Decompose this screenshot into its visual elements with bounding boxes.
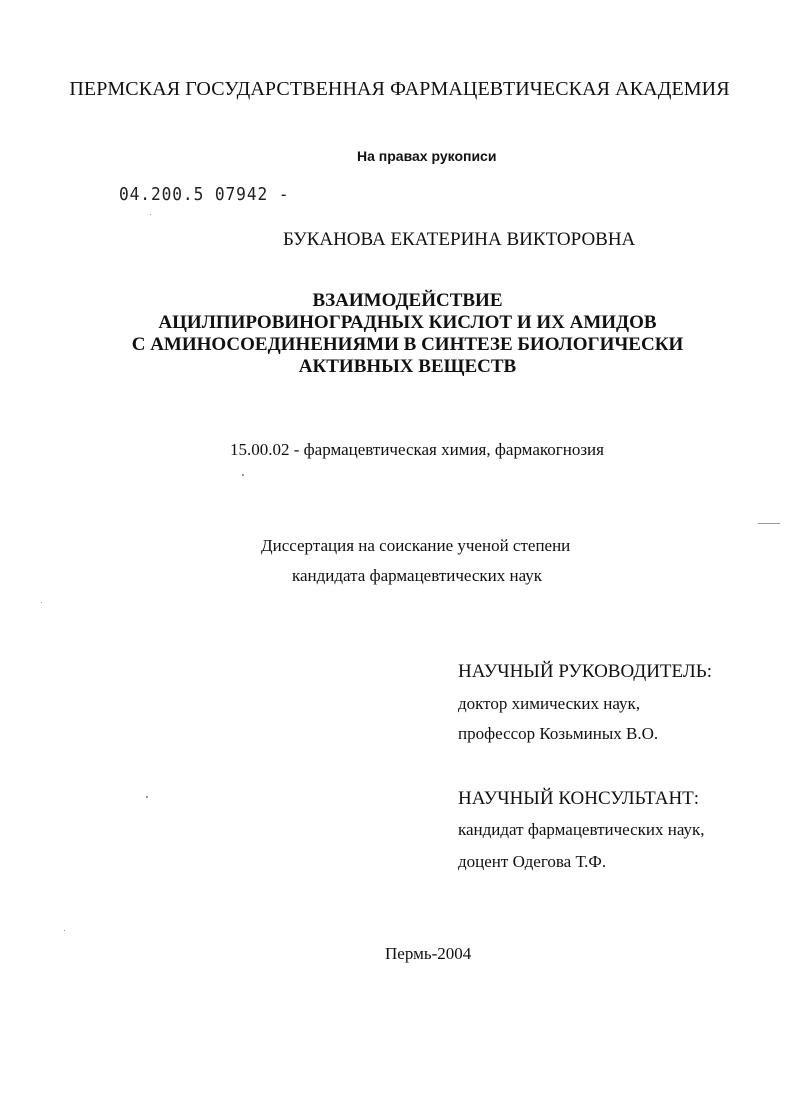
scan-speck	[150, 214, 151, 215]
degree-line-2: кандидата фармацевтических наук	[292, 566, 543, 585]
specialty-code: 15.00.02 - фармацевтическая химия, фармакогнозия	[230, 440, 604, 459]
scan-speck	[64, 930, 65, 931]
title-line-3: С АМИНОСОЕДИНЕНИЯМИ В СИНТЕЗЕ БИОЛОГИЧЕСКИ	[131, 334, 684, 355]
title-line-1: ВЗАИМОДЕЙСТВИЕ	[312, 290, 503, 311]
title-line-2: АЦИЛПИРОВИНОГРАДНЫХ КИСЛОТ И ИХ АМИДОВ	[158, 312, 657, 333]
consultant-heading: НАУЧНЫЙ КОНСУЛЬТАНТ:	[458, 788, 700, 809]
supervisor-degree: доктор химических наук,	[458, 694, 641, 713]
rights-note: На правах рукописи	[357, 148, 497, 164]
supervisor-name: профессор Козьминых В.О.	[458, 724, 659, 743]
archive-stamp: 04.200.5 07942 -	[119, 184, 290, 205]
degree-line-1: Диссертация на соискание ученой степени	[261, 536, 571, 555]
dissertation-title	[0, 290, 799, 378]
scan-speck	[146, 796, 148, 798]
scan-speck	[41, 602, 42, 603]
institution-name: ПЕРМСКАЯ ГОСУДАРСТВЕННАЯ ФАРМАЦЕВТИЧЕСКАЯ АКАДЕМИЯ	[69, 78, 730, 100]
author-name: БУКАНОВА ЕКАТЕРИНА ВИКТОРОВНА	[283, 229, 636, 250]
scan-mark	[758, 523, 780, 524]
scan-speck	[242, 474, 244, 476]
supervisor-heading: НАУЧНЫЙ РУКОВОДИТЕЛЬ:	[458, 661, 712, 682]
city-year: Пермь-2004	[385, 944, 472, 963]
consultant-degree: кандидат фармацевтических наук,	[458, 820, 705, 839]
title-line-4: АКТИВНЫХ ВЕЩЕСТВ	[298, 356, 517, 377]
consultant-name: доцент Одегова Т.Ф.	[458, 852, 607, 871]
